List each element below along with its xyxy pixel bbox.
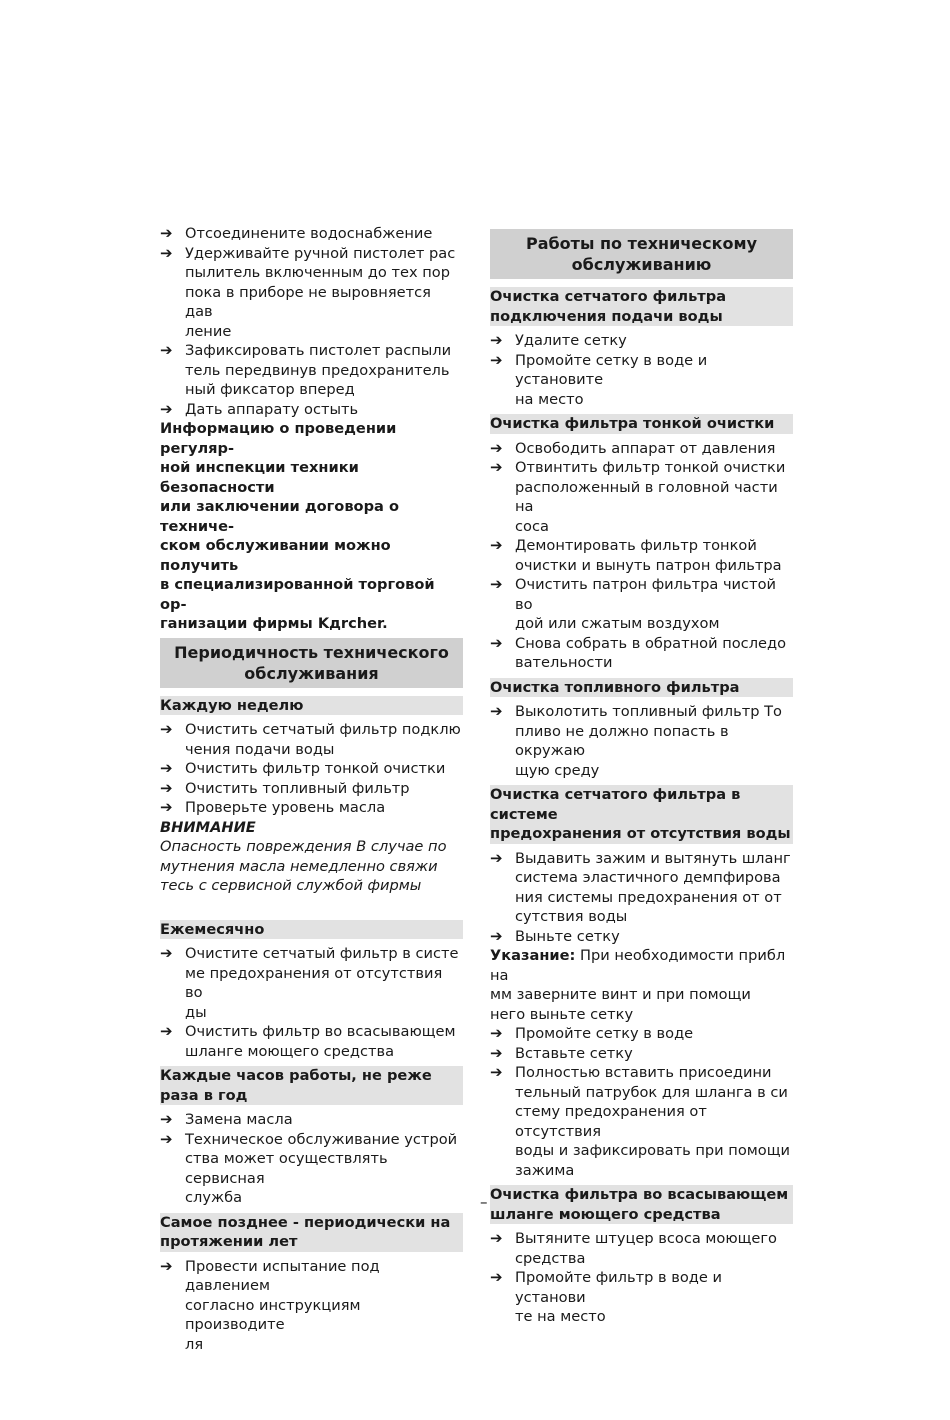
latest-heading: Самое позднее - периодически на протяжении лет [160, 1213, 463, 1252]
weekly-heading: Каждую неделю [160, 696, 463, 716]
fuel-filter-heading: Очистка топливного фильтра [490, 678, 793, 698]
arrow-right-icon: ➔ [490, 438, 503, 457]
list-item: ➔ Промойте сетку в воде [490, 1024, 694, 1042]
right-column [490, 229, 793, 1327]
list-item: ➔ Снова собрать в обратной последо вательности [490, 633, 787, 671]
hours-heading: Каждые часов работы, не реже раза в год [160, 1066, 463, 1105]
list-item: ➔ Зафиксировать пистолет распыли тель передвинув предохранитель ный фиксатор вперед [160, 341, 452, 398]
periodicity-heading: Периодичность технического обслуживания [160, 638, 463, 688]
arrow-right-icon: ➔ [490, 1024, 503, 1042]
fine-filter-heading: Очистка фильтра тонкой очистки [490, 414, 793, 434]
arrow-right-icon: ➔ [160, 1256, 173, 1275]
list-item: ➔ Демонтировать фильтр тонкой очистки и вынуть патрон фильтра [490, 536, 782, 574]
hint-note [490, 946, 793, 1024]
arrow-right-icon: ➔ [160, 1022, 173, 1040]
arrow-right-icon: ➔ [490, 1268, 503, 1286]
list-item: ➔ Вставьте сетку [490, 1043, 633, 1062]
list-item: ➔ Отвинтить фильтр тонкой очистки расположенный в головной части на соса [490, 458, 786, 535]
left-column [160, 224, 463, 1354]
arrow-right-icon: ➔ [490, 926, 503, 945]
arrow-right-icon: ➔ [490, 1229, 503, 1247]
list-item: ➔ Промойте сетку в воде и установите на место [490, 350, 708, 408]
list-item: ➔ Провести испытание под давлением согласно инструкциям производите ля [160, 1256, 380, 1353]
strainer-protection-heading: Очистка сетчатого фильтра в системе предохранения от отсутствия воды [490, 785, 793, 844]
list-item: ➔ Очистить фильтр тонкой очистки [160, 759, 446, 777]
hint-text: При необходимости прибл на мм заверните винт и при помощи него выньте сетку [490, 947, 786, 1023]
list-item: ➔ Выньте сетку [490, 926, 620, 945]
list-item: ➔ Промойте фильтр в воде и установи те на место [490, 1268, 722, 1325]
list-item: ➔ Очистите сетчатый фильтр в систе ме предохранения от отсутствия во ды [160, 944, 459, 1021]
arrow-right-icon: ➔ [490, 1063, 503, 1081]
list-item: ➔ Выколотить топливный фильтр То пливо не должно попасть в окружаю щую среду [490, 702, 782, 779]
arrow-right-icon: ➔ [160, 243, 173, 262]
monthly-heading: Ежемесячно [160, 920, 463, 940]
arrow-right-icon: ➔ [160, 720, 173, 738]
list-item: ➔ Полностью вставить присоедини тельный патрубок для шланга в си стему предохранения от отсутствия воды и зафиксировать при помощи зажима [490, 1063, 790, 1179]
arrow-right-icon: ➔ [160, 798, 173, 816]
list-item: ➔ Техническое обслуживание устрой ства может осуществлять сервисная служба [160, 1129, 458, 1206]
intro-steps [160, 224, 463, 419]
arrow-right-icon: ➔ [490, 702, 503, 720]
arrow-right-icon: ➔ [160, 778, 173, 797]
list-item: ➔ Очистить топливный фильтр [160, 778, 410, 797]
list-item: ➔ Отсоединените водоснабжение [160, 224, 433, 242]
list-item: ➔ Вытяните штуцер всоса моющего средства [490, 1229, 777, 1267]
arrow-right-icon: ➔ [160, 399, 173, 418]
arrow-right-icon: ➔ [160, 759, 173, 777]
arrow-right-icon: ➔ [490, 350, 503, 369]
list-item: ➔ Очистить сетчатый фильтр подклю чения подачи воды [160, 720, 461, 758]
arrow-right-icon: ➔ [490, 848, 503, 867]
arrow-right-icon: ➔ [490, 536, 503, 554]
warning-title: ВНИМАНИЕ [160, 818, 256, 836]
arrow-right-icon: ➔ [490, 1043, 503, 1062]
list-item: ➔ Дать аппарату остыть [160, 399, 359, 418]
arrow-right-icon: ➔ [490, 633, 503, 652]
list-item: ➔ Очистить патрон фильтра чистой во дой или сжатым воздухом [490, 575, 776, 632]
list-item: ➔ Удерживайте ручной пистолет рас пылитель включенным до тех пор пока в приборе не выровняется дав ление [160, 243, 456, 340]
list-item: ➔ Удалите сетку [490, 331, 627, 349]
list-item: ➔ Замена масла [160, 1110, 293, 1128]
suction-filter-heading: Очистка фильтра во всасывающем шланге моющего средства [490, 1185, 793, 1224]
arrow-right-icon: ➔ [490, 458, 503, 476]
arrow-right-icon: ➔ [160, 224, 173, 242]
arrow-right-icon: ➔ [490, 331, 503, 349]
list-item: ➔ Освободить аппарат от давления [490, 438, 776, 457]
arrow-right-icon: ➔ [160, 1110, 173, 1128]
list-item: ➔ Проверьте уровень масла [160, 798, 386, 816]
list-item: ➔ Выдавить зажим и вытянуть шланг система эластичного демпфирова ния системы предохранения от от сутствия воды [490, 848, 791, 925]
list-item: ➔ Очистить фильтр во всасывающем шланге моющего средства [160, 1022, 456, 1060]
maintenance-works-heading: Работы по техническому обслуживанию [490, 229, 793, 279]
arrow-right-icon: ➔ [160, 1129, 173, 1148]
inspection-info-note: Информацию о проведении регуляр- ной инспекции техники безопасности или заключении договора о техниче- ском обслуживании можно получить в специализированной торговой ор- ганизации фирмы Kдrcher. [160, 420, 435, 632]
warning-text: Опасность повреждения В случае по мутнения масла немедленно свяжи тесь с сервисной службой фирмы [160, 838, 447, 894]
arrow-right-icon: ➔ [160, 944, 173, 962]
arrow-right-icon: ➔ [490, 575, 503, 593]
page-number: – [480, 1193, 488, 1211]
hint-label: Указание: [490, 947, 576, 964]
arrow-right-icon: ➔ [160, 341, 173, 359]
strainer-supply-heading: Очистка сетчатого фильтра подключения подачи воды [490, 287, 793, 326]
